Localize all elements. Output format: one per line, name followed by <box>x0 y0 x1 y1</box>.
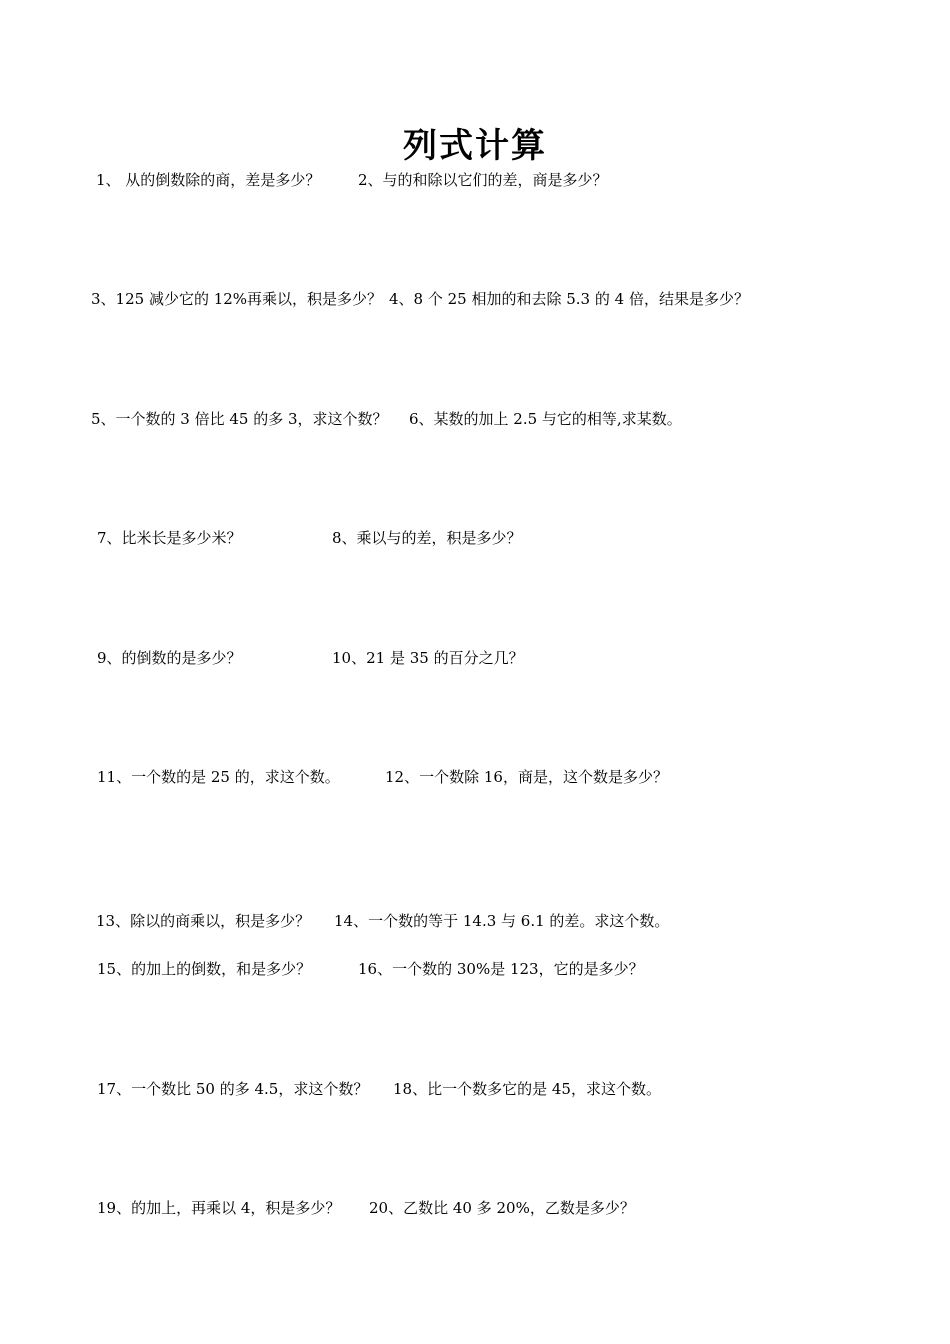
question-20: 20、乙数比 40 多 20%，乙数是多少？ <box>369 1199 635 1217</box>
question-17: 17、一个数比 50 的多 4.5，求这个数？ <box>97 1080 369 1098</box>
question-8: 8、乘以与的差，积是多少？ <box>332 529 522 547</box>
page-title: 列式计算 <box>403 126 547 166</box>
question-5: 5、一个数的 3 倍比 45 的多 3，求这个数？ <box>91 410 388 428</box>
question-16: 16、一个数的 30%是 123，它的是多少？ <box>358 960 644 978</box>
question-2: 2、与的和除以它们的差，商是多少？ <box>358 171 608 189</box>
question-7: 7、比米长是多少米？ <box>97 529 242 547</box>
question-6: 6、某数的加上 2.5 与它的相等,求某数。 <box>409 410 682 428</box>
question-12: 12、一个数除 16，商是，这个数是多少？ <box>385 768 668 786</box>
question-4: 4、8 个 25 相加的和去除 5.3 的 4 倍，结果是多少？ <box>389 290 749 308</box>
question-14: 14、一个数的等于 14.3 与 6.1 的差。求这个数。 <box>334 912 670 930</box>
question-18: 18、比一个数多它的是 45，求这个数。 <box>393 1080 661 1098</box>
question-1: 1、 从的倒数除的商，差是多少？ <box>96 171 321 189</box>
question-3: 3、125 减少它的 12%再乘以，积是多少？ <box>91 290 383 308</box>
question-19: 19、的加上，再乘以 4，积是多少？ <box>97 1199 341 1217</box>
question-15: 15、的加上的倒数，和是多少？ <box>97 960 312 978</box>
question-9: 9、的倒数的是多少？ <box>97 649 242 667</box>
question-11: 11、一个数的是 25 的，求这个数。 <box>97 768 340 786</box>
question-10: 10、21 是 35 的百分之几？ <box>332 649 524 667</box>
question-13: 13、除以的商乘以，积是多少？ <box>96 912 311 930</box>
